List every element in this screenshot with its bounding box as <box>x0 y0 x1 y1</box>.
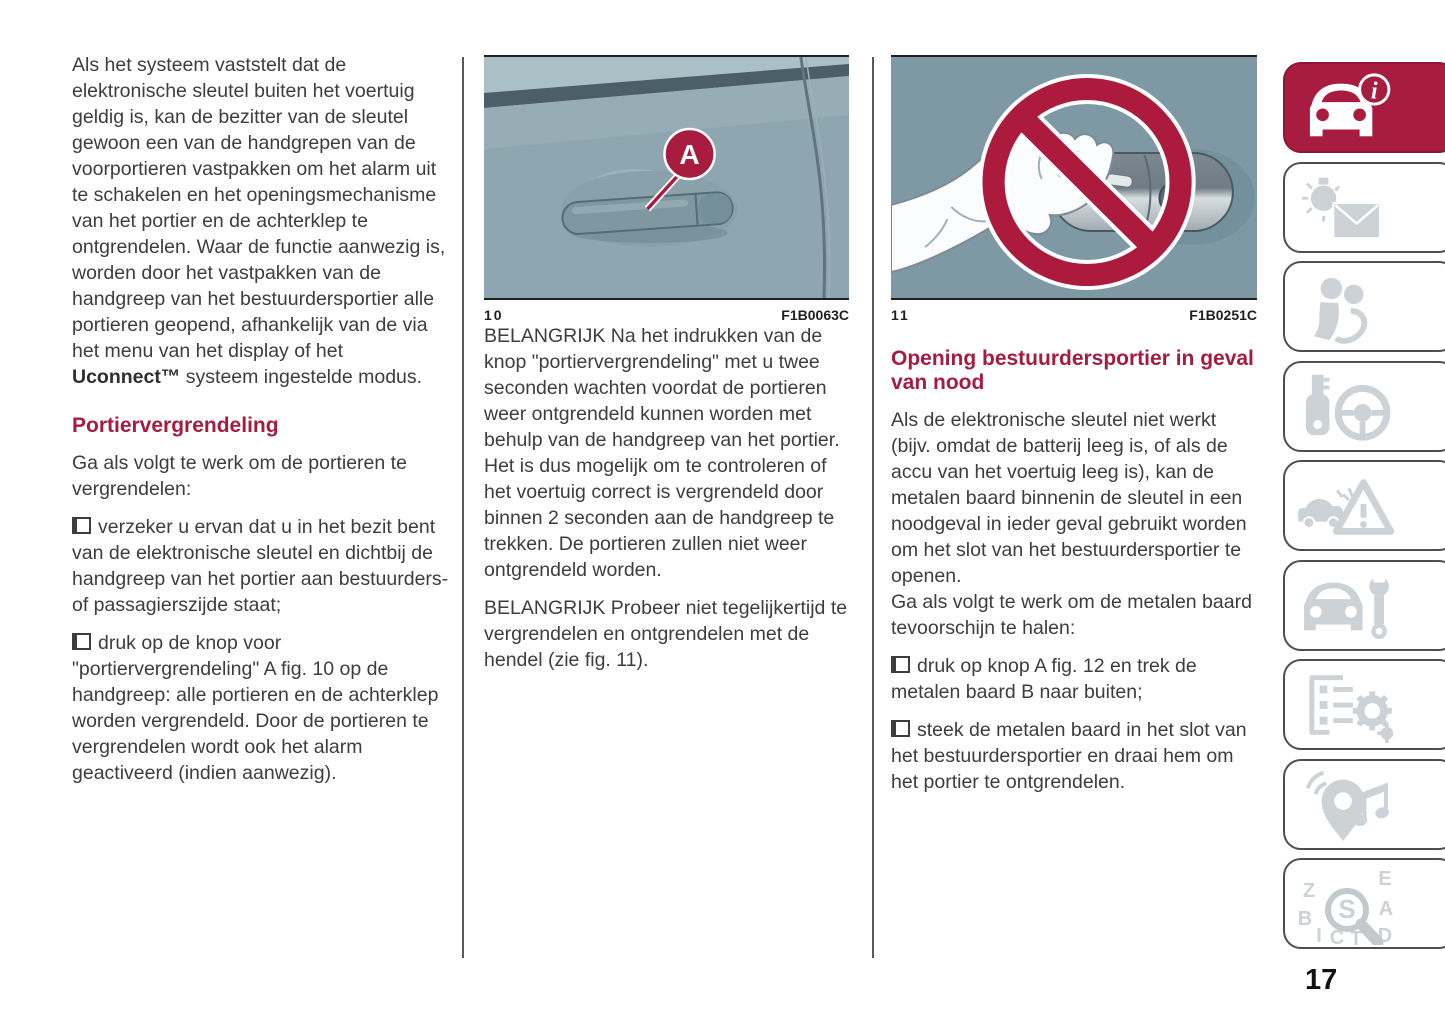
index-letter: A <box>1378 897 1394 920</box>
alphabetical-index-icon <box>1293 863 1397 945</box>
sidebar-tab-technical-data[interactable] <box>1283 659 1445 750</box>
uconnect-brand: Uconnect™ <box>72 366 181 388</box>
index-letter: T <box>1349 927 1363 945</box>
figure-code: F1B0063C <box>781 307 849 323</box>
index-letter-s: S <box>1338 893 1356 924</box>
car-info-icon <box>1293 69 1397 147</box>
prohibition-hand-illustration <box>891 57 1257 298</box>
figure-11 <box>891 55 1257 323</box>
intro-text-tail: systeem ingestelde modus. <box>185 366 423 388</box>
figure-number: 10 <box>484 307 504 323</box>
index-letter: Z <box>1302 879 1316 902</box>
navigation-music-icon <box>1293 765 1397 843</box>
sidebar-tab-lights-and-messages[interactable] <box>1283 162 1445 253</box>
index-letter: I <box>1316 924 1322 945</box>
sidebar-tab-index[interactable] <box>1283 858 1445 949</box>
bullet-text: steek de metalen baard in het slot van het bestuurdersportier en draai hem om het portier te ontgrendelen. <box>891 719 1247 793</box>
section-heading-portiervergrendeling: Portiervergrendeling <box>72 414 279 437</box>
airbag-person-icon <box>1293 268 1397 346</box>
index-letter: D <box>1377 924 1393 945</box>
column-divider <box>462 57 464 958</box>
lock-intro-paragraph: Ga als volgt te werk om de portieren te vergrendelen: <box>72 452 407 500</box>
bullet-text: druk op knop A fig. 12 en trek de metalen baard B naar buiten; <box>891 655 1197 703</box>
door-handle-illustration <box>484 57 849 298</box>
car-wrench-icon <box>1293 566 1397 644</box>
intro-paragraph <box>72 52 452 390</box>
square-bullet-icon <box>891 656 910 673</box>
important-paragraph-1: BELANGRIJK Na het indrukken van de knop "portiervergrendeling" met u twee seconden wachten voordat de portieren weer ontgrendeld kunnen worden met behulp van de handgreep van het portier. Het is dus mogelijk om te controleren of het voertuig correct is vergrendeld door binnen 2 seconden aan de handgreep te trekken. De portieren zullen niet weer ontgrendeld worden. <box>484 325 840 581</box>
figure-10 <box>484 55 849 323</box>
sidebar-tab-safety[interactable] <box>1283 261 1445 352</box>
figure-10-image <box>484 55 849 300</box>
figure-11-image <box>891 55 1257 300</box>
sidebar-tab-starting-and-driving[interactable] <box>1283 361 1445 452</box>
bullet-item <box>72 514 452 618</box>
figure-code: F1B0251C <box>1189 307 1257 323</box>
column-2 <box>484 52 849 685</box>
figure-number: 11 <box>891 307 910 323</box>
chapter-tab-sidebar <box>1283 62 1445 949</box>
sidebar-tab-service-and-maintenance[interactable] <box>1283 560 1445 651</box>
index-letter: B <box>1297 907 1313 930</box>
square-bullet-icon <box>72 517 91 534</box>
sidebar-tab-multimedia[interactable] <box>1283 759 1445 850</box>
bullet-item <box>891 717 1257 795</box>
figure-11-caption <box>891 307 1257 323</box>
emergency-steps-intro: Ga als volgt te werk om de metalen baard tevoorschijn te halen: <box>891 591 1252 639</box>
page-number: 17 <box>1305 964 1338 996</box>
marker-a-label: A <box>679 139 700 170</box>
important-paragraph-2: BELANGRIJK Probeer niet tegelijkertijd te vergrendelen en ontgrendelen met de hendel (zie fig. 11). <box>484 597 848 671</box>
index-letter: C <box>1329 926 1345 945</box>
intro-text: Als het systeem vaststelt dat de elektronische sleutel buiten het voertuig geldig is, kan de bezitter van de sleutel gewoon een van de handgrepen van de voorportieren vastpakken om het alarm uit te schakelen en het openingsmechanisme van het portier en de achterklep te ontgrendelen. Waar de functie aanwezig is, worden door het vastpakken van de handgreep van het bestuurdersportier alle portieren geopend, afhankelijk van de via het menu van het display of het <box>72 54 446 362</box>
sidebar-tab-emergency[interactable] <box>1283 460 1445 551</box>
list-gear-icon <box>1293 666 1397 744</box>
sidebar-tab-vehicle-info[interactable] <box>1283 62 1445 153</box>
square-bullet-icon <box>72 633 91 650</box>
info-badge-label: i <box>1370 76 1378 104</box>
bullet-text: verzeker u ervan dat u in het bezit bent van de elektronische sleutel en dichtbij de handgreep van het portier aan bestuurders- of passagierszijde staat; <box>72 516 449 616</box>
crash-warning-triangle-icon <box>1293 467 1397 545</box>
emergency-paragraph: Als de elektronische sleutel niet werkt (bijv. omdat de batterij leeg is, of als de accu van het voertuig leeg is), kan de metalen baard binnenin de sleutel in een noodgeval in ieder geval gebruikt worden om het slot van het bestuurdersportier te openen. <box>891 409 1247 587</box>
column-divider <box>872 57 874 958</box>
bullet-item <box>72 630 452 786</box>
figure-10-caption <box>484 307 849 323</box>
bulb-envelope-icon <box>1293 168 1397 246</box>
square-bullet-icon <box>891 720 910 737</box>
bullet-text: druk op de knop voor "portiervergrendeling" A fig. 10 op de handgreep: alle portieren en de achterklep worden vergrendeld. Door de portieren te vergrendelen wordt ook het alarm geactiveerd (indien aanwezig). <box>72 632 439 784</box>
section-heading-emergency-opening: Opening bestuurdersportier in geval van nood <box>891 347 1254 394</box>
key-steering-wheel-icon <box>1293 367 1397 445</box>
column-3 <box>891 52 1257 807</box>
index-letter: E <box>1378 867 1392 890</box>
bullet-item <box>891 653 1257 705</box>
column-1 <box>72 52 452 798</box>
